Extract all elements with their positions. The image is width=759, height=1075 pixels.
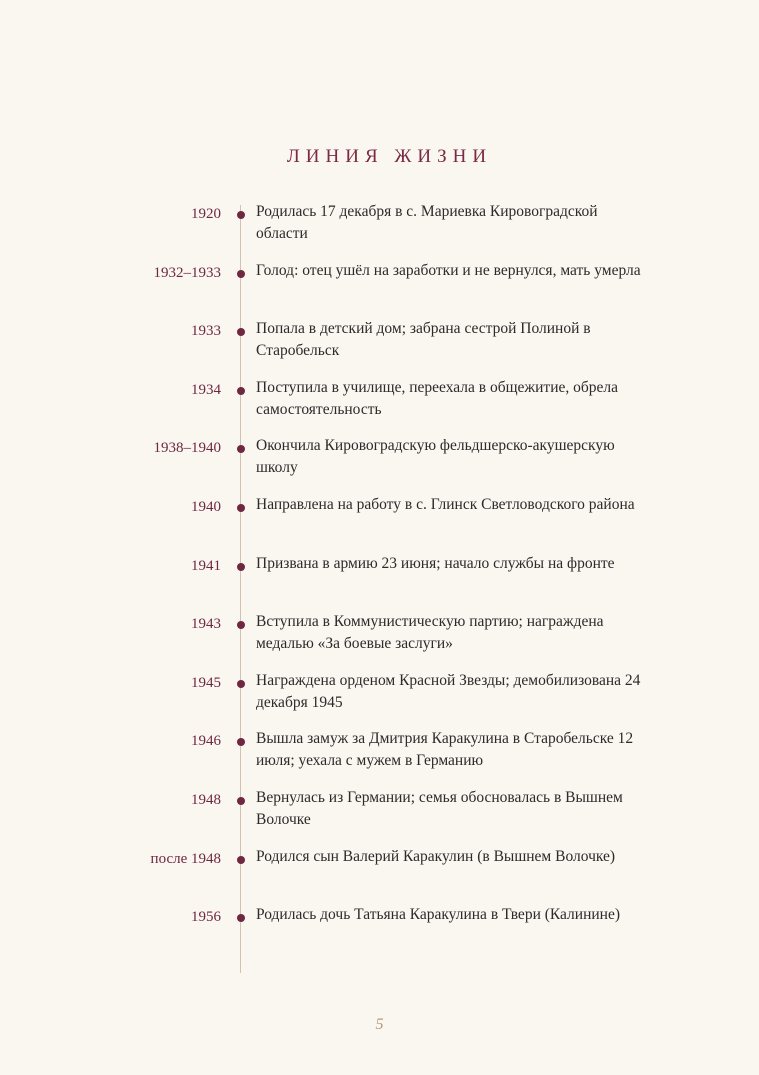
event-year: 1943 — [191, 616, 221, 633]
timeline-event — [0, 494, 759, 553]
event-description: Призвана в армию 23 июня; начало службы на фронте — [256, 554, 615, 572]
timeline-dot — [237, 504, 245, 512]
event-description: Награждена орденом Красной Звезды; демобилизована 24 декабря 1945 — [256, 671, 641, 711]
event-description: Родилась 17 декабря в с. Мариевка Кировоградской области — [256, 203, 598, 242]
event-year: 1945 — [191, 674, 221, 691]
page-number: 5 — [375, 1016, 384, 1033]
timeline-dot — [237, 856, 245, 864]
timeline-event — [0, 670, 759, 729]
event-description: Попала в детский дом; забрана сестрой Полиной в Старобельск — [256, 320, 591, 360]
timeline-dot — [237, 270, 245, 278]
timeline-dot — [237, 797, 245, 805]
event-description: Окончила Кировоградскую фельдшерско-акушерскую школу — [256, 437, 615, 477]
event-year: 1938–1940 — [153, 440, 221, 457]
timeline-event — [0, 201, 759, 260]
event-description: Направлена на работу в с. Глинск Светловодского района — [256, 495, 635, 513]
timeline-dot — [237, 563, 245, 571]
event-description: Голод: отец ушёл на заработки и не вернулся, мать умерла — [256, 261, 641, 279]
timeline-dot — [237, 211, 245, 219]
event-year: 1934 — [191, 381, 221, 398]
timeline-event — [0, 904, 759, 963]
event-description: Вступила в Коммунистическую партию; награждена медалью «За боевые заслуги» — [256, 613, 604, 653]
event-year: 1946 — [191, 733, 221, 750]
timeline-event — [0, 553, 759, 612]
timeline-dot — [237, 680, 245, 688]
event-year: 1941 — [191, 557, 221, 574]
timeline-dot — [237, 445, 245, 453]
timeline-event — [0, 787, 759, 846]
timeline-event — [0, 377, 759, 436]
timeline-event — [0, 435, 759, 494]
timeline-dot — [237, 738, 245, 746]
event-year: 1933 — [191, 323, 221, 340]
timeline-dot — [237, 387, 245, 395]
event-description: Родился сын Валерий Каракулин (в Вышнем Волочке) — [256, 847, 616, 865]
event-year: 1956 — [191, 909, 221, 926]
timeline-event — [0, 728, 759, 787]
page-title: ЛИНИЯ ЖИЗНИ — [286, 146, 493, 167]
event-description: Вернулась из Германии; семья обосновалась в Вышнем Волочке — [256, 788, 623, 828]
timeline-dot — [237, 621, 245, 629]
event-description: Поступила в училище, переехала в общежитие, обрела самостоятельность — [256, 378, 618, 418]
timeline-dot — [237, 914, 245, 922]
timeline — [0, 201, 759, 963]
timeline-dot — [237, 328, 245, 336]
event-year: после 1948 — [150, 850, 221, 867]
timeline-event — [0, 846, 759, 905]
event-description: Родилась дочь Татьяна Каракулина в Твери (Калинине) — [256, 906, 621, 924]
timeline-event — [0, 260, 759, 319]
timeline-event — [0, 611, 759, 670]
event-year: 1948 — [191, 791, 221, 808]
timeline-event — [0, 318, 759, 377]
event-description: Вышла замуж за Дмитрия Каракулина в Старобельске 12 июля; уехала с мужем в Германию — [256, 730, 634, 770]
event-year: 1920 — [191, 206, 221, 222]
event-year: 1940 — [191, 498, 221, 515]
event-year: 1932–1933 — [153, 264, 221, 281]
